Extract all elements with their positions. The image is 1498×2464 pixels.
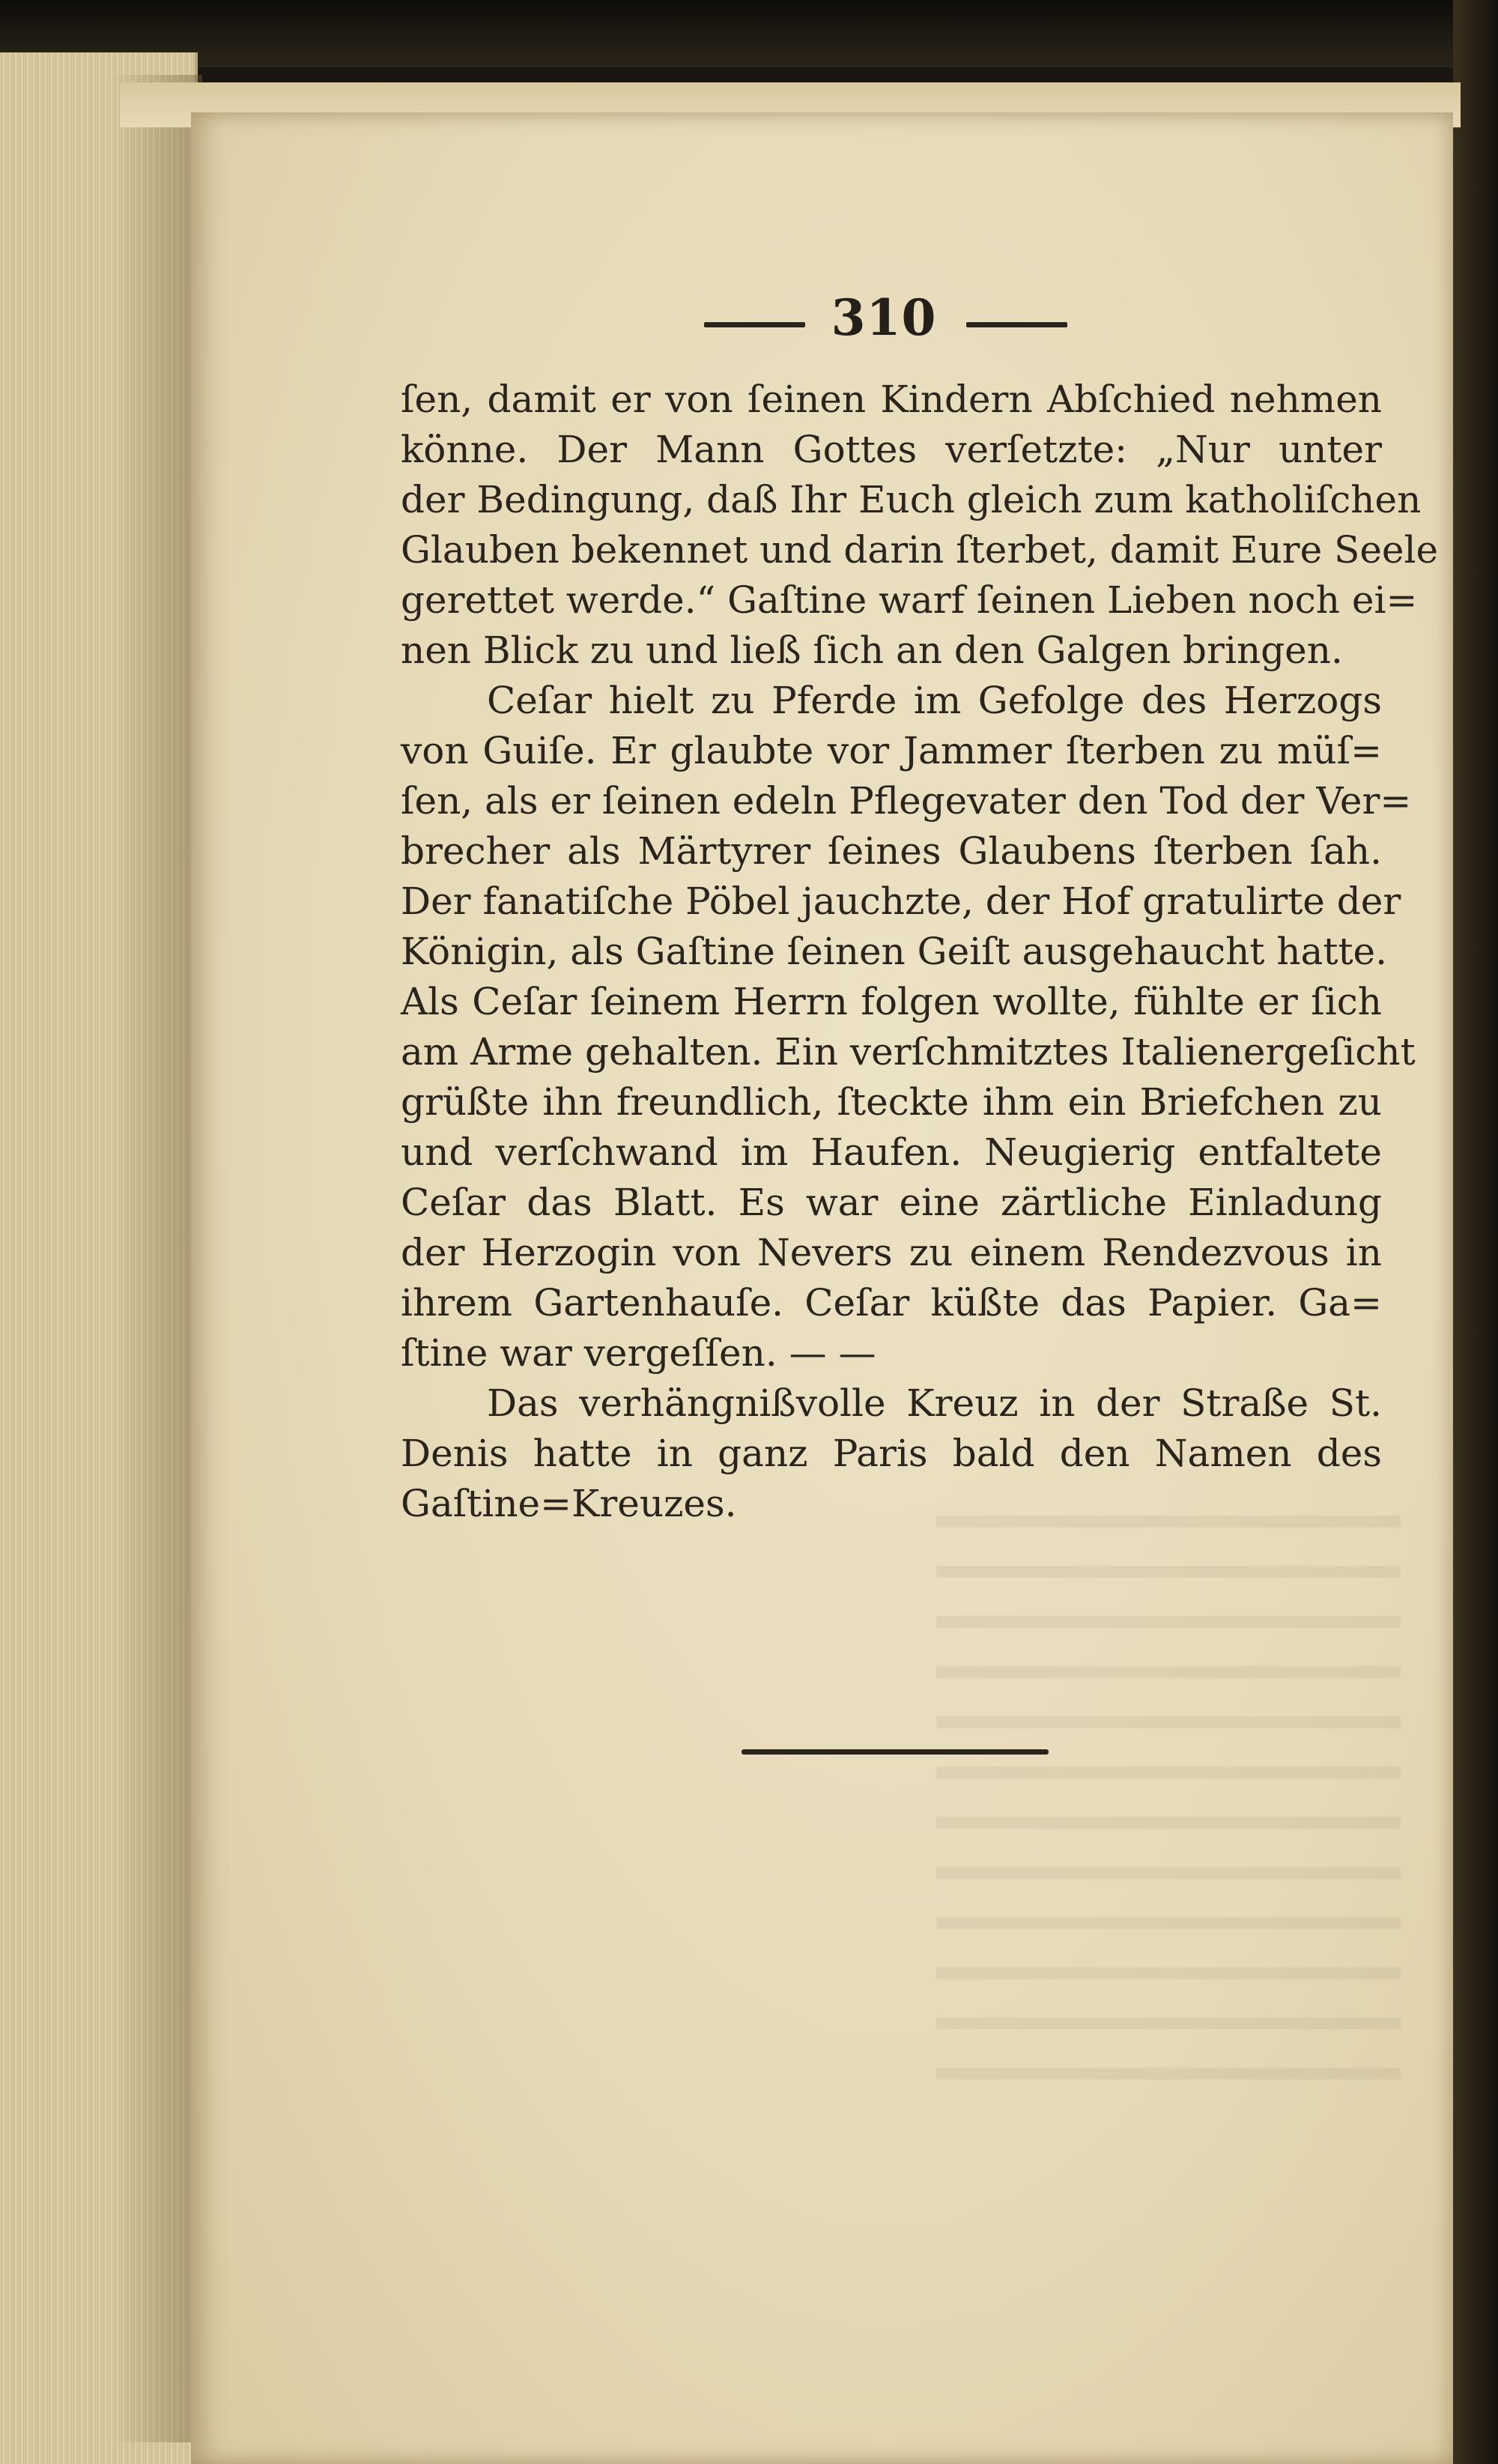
text-line: Gaſtine=Kreuzes. xyxy=(401,1482,737,1525)
text-line: Denis hatte in ganz Paris bald den Namen des xyxy=(401,1432,1382,1475)
text-line: könne. Der Mann Gottes verſetzte: „Nur unter xyxy=(401,428,1382,471)
book-cover-top xyxy=(0,0,1498,67)
text-line: ſtine war vergeſſen. — — xyxy=(401,1331,876,1375)
text-line: gerettet werde.“ Gaſtine warf ſeinen Lieben noch ei= xyxy=(401,578,1418,622)
body-text xyxy=(401,375,1439,1529)
text-line: Glauben bekennet und darin ſterbet, damit Eure Seele xyxy=(401,528,1439,572)
text-line: Königin, als Gaſtine ſeinen Geiſt ausgehaucht hatte. xyxy=(401,930,1388,973)
text-line: ſen, damit er von ſeinen Kindern Abſchied nehmen xyxy=(401,378,1382,421)
gutter-shadow xyxy=(112,75,202,2442)
text-line: Als Ceſar ſeinem Herrn folgen wollte, fühlte er ſich xyxy=(401,980,1382,1023)
text-line: der Herzogin von Nevers zu einem Rendezvous in xyxy=(401,1231,1382,1274)
end-of-chapter-rule xyxy=(742,1749,1049,1755)
header-rule-right xyxy=(966,322,1067,327)
text-line: der Bedingung, daß Ihr Euch gleich zum katholiſchen xyxy=(401,478,1422,521)
page-header xyxy=(0,288,1498,356)
text-line: nen Blick zu und ließ ſich an den Galgen bringen. xyxy=(401,629,1343,672)
book-cover-right xyxy=(1453,0,1498,2464)
bleed-through-texture xyxy=(936,1483,1401,2098)
page-number: 310 xyxy=(831,288,937,347)
text-line: Der fanatiſche Pöbel jauchzte, der Hof gratulirte der xyxy=(401,880,1401,923)
text-line: Ceſar das Blatt. Es war eine zärtliche Einladung xyxy=(401,1181,1382,1224)
text-line: brecher als Märtyrer ſeines Glaubens ſterben ſah. xyxy=(401,829,1382,873)
text-line: ihrem Gartenhauſe. Ceſar küßte das Papier. Ga= xyxy=(401,1281,1382,1325)
text-line: Das verhängnißvolle Kreuz in der Straße St. xyxy=(487,1381,1382,1425)
text-line: und verſchwand im Haufen. Neugierig entfaltete xyxy=(401,1130,1382,1174)
text-line: grüßte ihn freundlich, ſteckte ihm ein Briefchen zu xyxy=(401,1080,1382,1124)
text-line: ſen, als er ſeinen edeln Pflegevater den Tod der Ver= xyxy=(401,779,1412,823)
header-rule-left xyxy=(704,322,805,327)
text-line: Ceſar hielt zu Pferde im Gefolge des Herzogs xyxy=(487,679,1382,722)
text-line: von Guiſe. Er glaubte vor Jammer ſterben zu müſ= xyxy=(401,729,1382,772)
text-line: am Arme gehalten. Ein verſchmitztes Italienergeſicht xyxy=(401,1030,1416,1074)
